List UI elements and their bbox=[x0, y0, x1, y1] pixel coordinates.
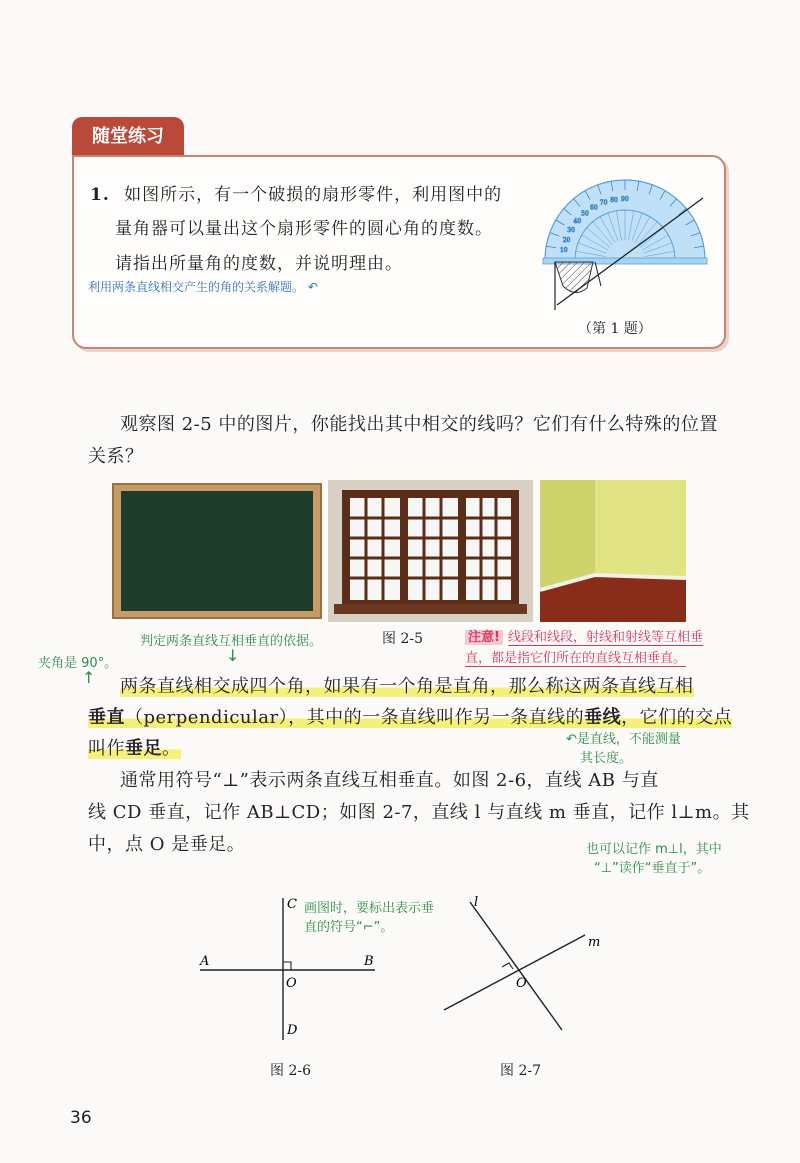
label-l: l bbox=[474, 895, 479, 910]
note-block bbox=[465, 626, 765, 667]
exercise-text-1: 如图所示，有一个破损的扇形零件，利用图中的 bbox=[124, 185, 503, 205]
protractor-label: 60 bbox=[590, 204, 598, 212]
term-perpendicular: 垂直 bbox=[88, 707, 125, 728]
page-number: 36 bbox=[70, 1108, 92, 1128]
exercise-number: 1. bbox=[90, 185, 110, 205]
fig27-diagram bbox=[430, 890, 610, 1050]
annotation-also: 也可以记作 m⊥l，其中 “⊥”读作“垂直于”。 bbox=[586, 842, 722, 876]
label-m: m bbox=[588, 935, 601, 950]
label-b: B bbox=[364, 954, 374, 969]
photo-blackboard bbox=[112, 483, 322, 619]
annotation-is-line: ↶是直线，不能测量 其长度。 bbox=[566, 732, 681, 766]
exercise-hint: 利用两条直线相交产生的角的关系解题。 ↶ bbox=[88, 280, 318, 294]
label-d: D bbox=[287, 1023, 298, 1038]
protractor-label: 10 bbox=[559, 247, 568, 255]
protractor-label: 90 bbox=[621, 196, 629, 203]
definition-line-3: 叫作垂足。 bbox=[88, 738, 181, 759]
symbol-line-3: 中，点 O 是垂足。 bbox=[88, 834, 246, 855]
intro-line-1: 观察图 2-5 中的图片，你能找出其中相交的线吗？它们有什么特殊的位置 bbox=[120, 414, 718, 435]
definition-line-1: 两条直线相交成四个角，如果有一个角是直角，那么称这两条直线互相 bbox=[120, 676, 694, 697]
line-m bbox=[444, 935, 585, 1010]
exercise-line-1 bbox=[90, 180, 502, 205]
photo-room-corner bbox=[540, 480, 686, 622]
note-line-1: 线段和线段，射线和射线等互相垂 bbox=[508, 630, 704, 645]
annotation-angle90: 夹角是 90°。 bbox=[38, 656, 118, 671]
exercise-tab: 随堂练习 bbox=[72, 117, 184, 157]
line-l bbox=[470, 902, 562, 1030]
note-label: 注意! bbox=[465, 630, 503, 645]
exercise-line-2: 量角器可以量出这个扇形零件的圆心角的度数。 bbox=[115, 219, 493, 239]
protractor-label: 80 bbox=[610, 196, 618, 204]
arrow-down-icon: ↓ bbox=[226, 646, 240, 665]
term-foot: 垂足 bbox=[125, 738, 162, 759]
label-a: A bbox=[200, 954, 210, 969]
fig25-caption: 图 2-5 bbox=[382, 631, 423, 647]
intro-line-2: 关系？ bbox=[88, 446, 144, 467]
protractor-label: 30 bbox=[567, 227, 575, 234]
annotation-draw: 画图时，要标出表示垂 直的符号“⌐”。 bbox=[304, 901, 435, 935]
protractor-label: 40 bbox=[573, 218, 582, 226]
protractor-label: 50 bbox=[581, 210, 589, 218]
fig27-caption: 图 2-7 bbox=[500, 1063, 541, 1079]
photo-window bbox=[328, 480, 533, 622]
protractor-label: 70 bbox=[599, 199, 608, 207]
note-line-2: 直，都是指它们所在的直线互相垂直。 bbox=[465, 647, 686, 667]
symbol-line-2: 线 CD 垂直，记作 AB⊥CD；如图 2-7，直线 l 与直线 m 垂直，记作 l⊥m。其 bbox=[88, 802, 750, 823]
label-o-2: O bbox=[516, 976, 527, 991]
term-perpendicular-line: 垂线 bbox=[584, 707, 622, 728]
label-o: O bbox=[286, 976, 297, 991]
label-c: C bbox=[287, 897, 297, 912]
annotation-basis: 判定两条直线互相垂直的依据。 bbox=[140, 634, 323, 649]
protractor-label: 20 bbox=[562, 236, 571, 244]
exercise-figure-caption: （第 1 题） bbox=[578, 321, 652, 337]
exercise-line-3: 请指出所量角的度数，并说明理由。 bbox=[115, 254, 403, 274]
protractor-figure bbox=[535, 170, 715, 315]
right-angle-mark bbox=[283, 962, 291, 970]
definition-line-2: 垂直（perpendicular），其中的一条直线叫作另一条直线的垂线，它们的交点 bbox=[88, 707, 733, 728]
arrow-up-icon: ↑ bbox=[82, 668, 96, 687]
fig26-caption: 图 2-6 bbox=[270, 1063, 311, 1079]
right-angle-mark-2 bbox=[502, 963, 513, 969]
symbol-line-1: 通常用符号“⊥”表示两条直线互相垂直。如图 2-6，直线 AB 与直 bbox=[120, 770, 659, 791]
